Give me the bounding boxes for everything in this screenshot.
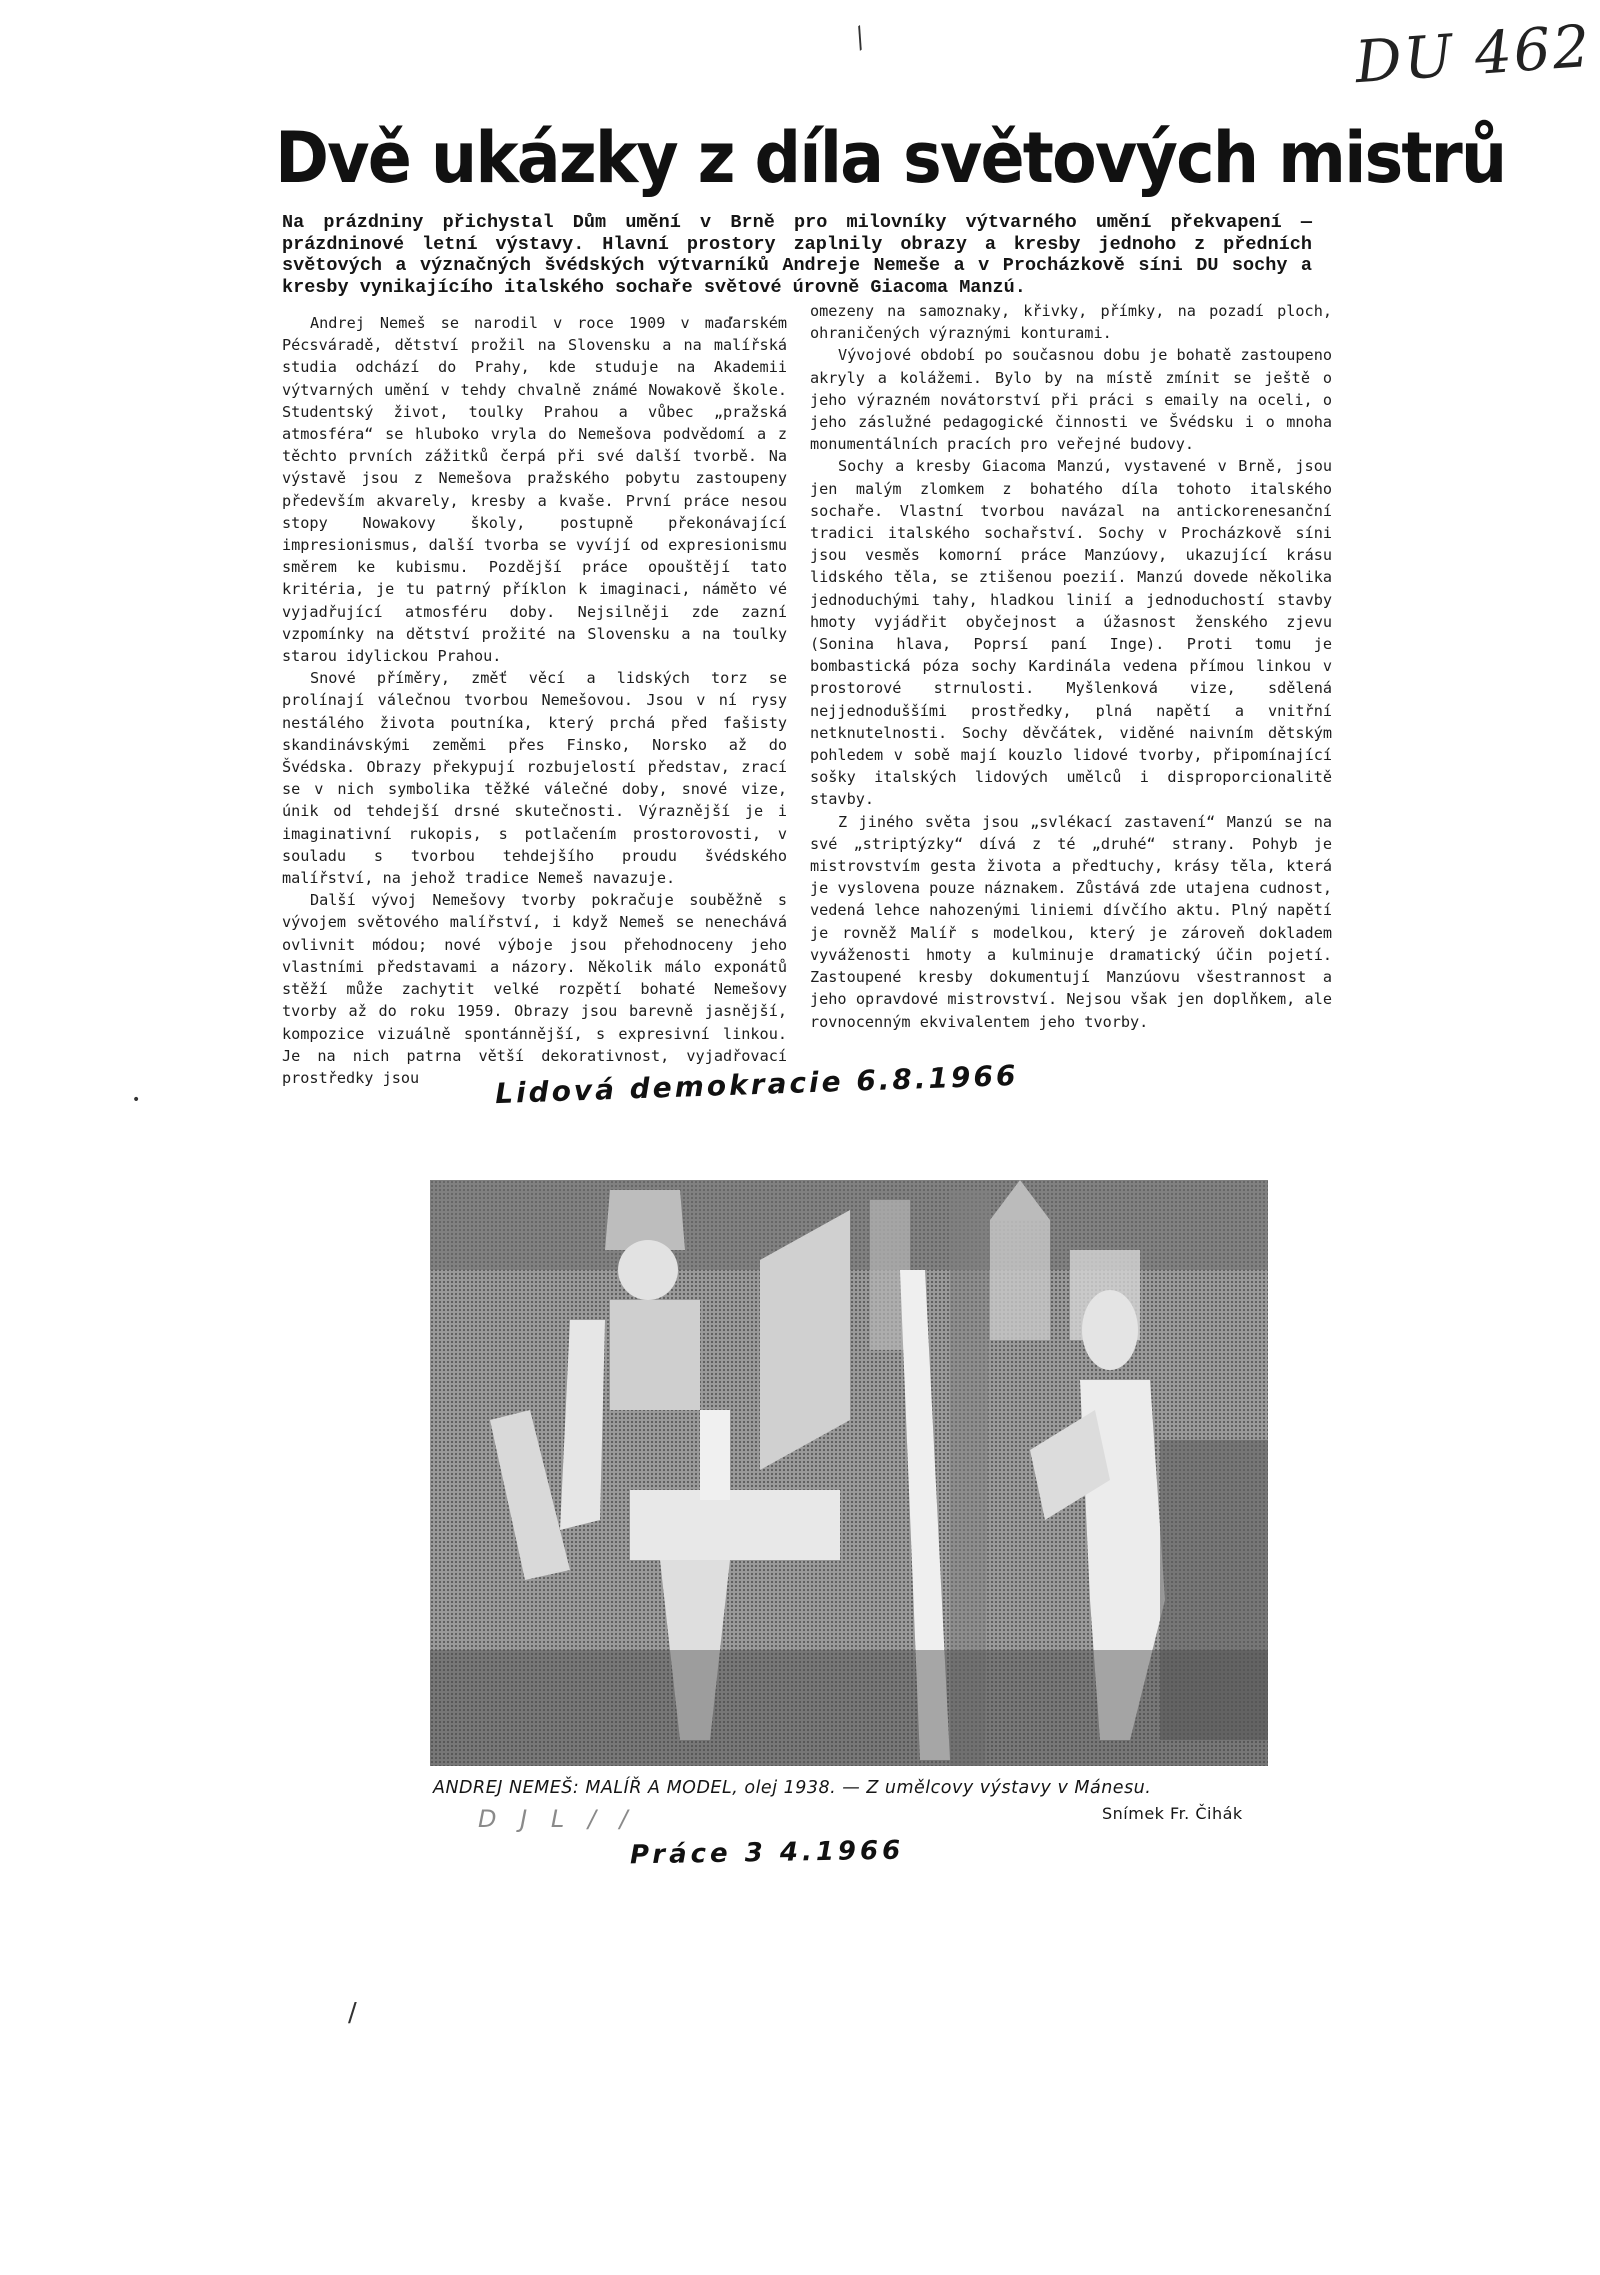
article-column-right <box>810 300 1332 1060</box>
handwritten-source-note-2: Práce 3 4.1966 <box>629 1835 905 1871</box>
article-paragraph: Andrej Nemeš se narodil v roce 1909 v maďarském Pécsváradě, dětství prožil na Slovensku a na malířská studia odchází do Prahy, kde studuje na Akademii výtvarných umění v tehdy chvalně známé Nowakově škole. Studentský život, toulky Prahou a vůbec „pražská atmosféra“ se hluboko vryla do Nemešova podvědomí a z těchto prvních zážitků čerpá při své další tvorbě. Na výstavě jsou z Nemešova pražského pobytu zastoupeny především akvarely, kresby a kvaše. První práce nesou stopy Nowakovy školy, postupně překonávající impresionismus, další tvorba se vyvíjí od expresionismu směrem ke kubismu. Pozdější práce opouštějí tato kritéria, je tu patrný příklon k imaginaci, náměto vé vyjadřující atmosféru doby. Nejsilněji zde zazní vzpomínky na dětství prožité na Slovensku a na toulky starou idylickou Prahou. <box>282 314 787 666</box>
article-column-left <box>282 312 787 1087</box>
article-headline: Dvě ukázky z díla světových mistrů <box>275 117 1506 199</box>
article-paragraph: Další vývoj Nemešovy tvorby pokračuje souběžně s vývojem světového malířství, i když Nemeš se nenechává ovlivnit módou; nové výboje jsou přehodnoceny jeho vlastními představami a názory. Několik málo exponátů stěží může zachytit velké rozpětí bohaté Nemešovy tvorby až do roku 1959. Obrazy jsou barevně jasnější, kompozice vizuálně spontánnější, s expresivní linkou. Je na nich patrna větší dekorativnost, vyjadřovací prostředky jsou <box>282 891 787 1087</box>
article-paragraph: Snové příměry, změť věcí a lidských torz se prolínají válečnou tvorbou Nemešovou. Jsou v ní rysy nestálého života poutníka, který prchá před fašisty skandinávskými zeměmi přes Finsko, Norsko až do Švédska. Obrazy překypují rozbujelostí představ, zrací se v nich symbolika těžké válečné doby, snové vize, únik od tehdejší drsné skutečnosti. Výraznější je i imaginativní rukopis, s potlačením prostorovosti, v souladu s tvorbou tehdejšího proudu švédského malířství, na jehož tradice Nemeš navazuje. <box>282 669 787 888</box>
photo-caption: ANDREJ NEMEŠ: MALÍŘ A MODEL, olej 1938. — Z umělcovy výstavy v Mánesu. <box>433 1778 1152 1798</box>
handwritten-faint-note: D J L / / <box>478 1805 636 1833</box>
article-lead: Na prázdniny přichystal Dům umění v Brně pro milovníky výtvarného umění překvapení — prázdninové letní výstavy. Hlavní prostory zaplnily obrazy a kresby jednoho z předních světových a význačných švédských výtvarníků Andreje Nemeše a v Procházkově síni DU sochy a kresby vynikajícího italského sochaře světové úrovně Giacoma Manzú. <box>282 212 1312 298</box>
stray-dot-mark: • <box>132 1092 141 1108</box>
article-paragraph: Sochy a kresby Giacoma Manzú, vystavené v Brně, jsou jen malým zlomkem z bohatého díla tohoto italského sochaře. Vlastní tvorbou navázal na antickorenesanční tradici italského sochařství. Sochy v Procházkově síni jsou vesměs komorní práce Manzúovy, ukazující krásu lidského těla, se ztišenou poezií. Manzú dovede několika jednoduchými tahy, hladkou linií a jednoduchostí stavby hmoty vyjádřit obyčejnost a úžasnost ženského zjevu (Sonina hlava, Poprsí paní Inge). Proti tomu je bombastická póza sochy Kardinála vedena přímou linkou v prostorové strnulosti. Myšlenková vize, sdělená nejjednoduššími prostředky, plná napětí a vnitřní netknutelnosti. Sochy děvčátek, viděné naivním dětským pohledem v sobě mají kouzlo lidové tvorby, připomínající sošky italských lidových umělců i disproporcionalitě stavby. <box>810 457 1332 809</box>
article-paragraph: Vývojové období po současnou dobu je bohatě zastoupeno akryly a kolážemi. Bylo by na místě zmínit se ještě o jeho výrazném novátorství při práci s emaily na oceli, o jeho záslužné pedagogické činnosti ve Švédsku i o mnoha monumentálních pracích pro veřejné budovy. <box>810 346 1332 454</box>
article-paragraph: Z jiného světa jsou „svlékací zastavení“ Manzú se na své „striptýzky“ dívá z té „druhé“ strany. Pohyb je mistrovstvím gesta života a předtuchy, krásy těla, která je vyslovena pouze náznakem. Zůstává zde utajena cudnost, vedená lehce nahozenými liniemi dívčího aktu. Plný napětí je rovněž Malíř s modelkou, který je zároveň dokladem vyváženosti hmoty a kulminuje dramatický účin pojetí. Zastoupené kresby dokumentují Manzúovu všestrannost a jeho opravdové mistrovství. Nejsou však jen doplňkem, ale rovnocenným ekvivalentem jeho tvorby. <box>810 812 1332 1031</box>
stray-pen-mark: ⁄ <box>848 23 872 54</box>
painter-and-model-image <box>430 1180 1268 1766</box>
painting-photo <box>430 1180 1268 1766</box>
archive-number: DU 462 <box>1352 11 1594 97</box>
handwritten-source-note: Lidová demokracie 6.8.1966 <box>494 1058 1019 1111</box>
article-paragraph-continued: omezeny na samoznaky, křivky, přímky, na pozadí ploch, ohraničených výraznými konturami. <box>810 302 1332 343</box>
photo-credit: Snímek Fr. Čihák <box>1102 1804 1243 1823</box>
stray-pen-mark-2: / <box>348 1998 357 2028</box>
